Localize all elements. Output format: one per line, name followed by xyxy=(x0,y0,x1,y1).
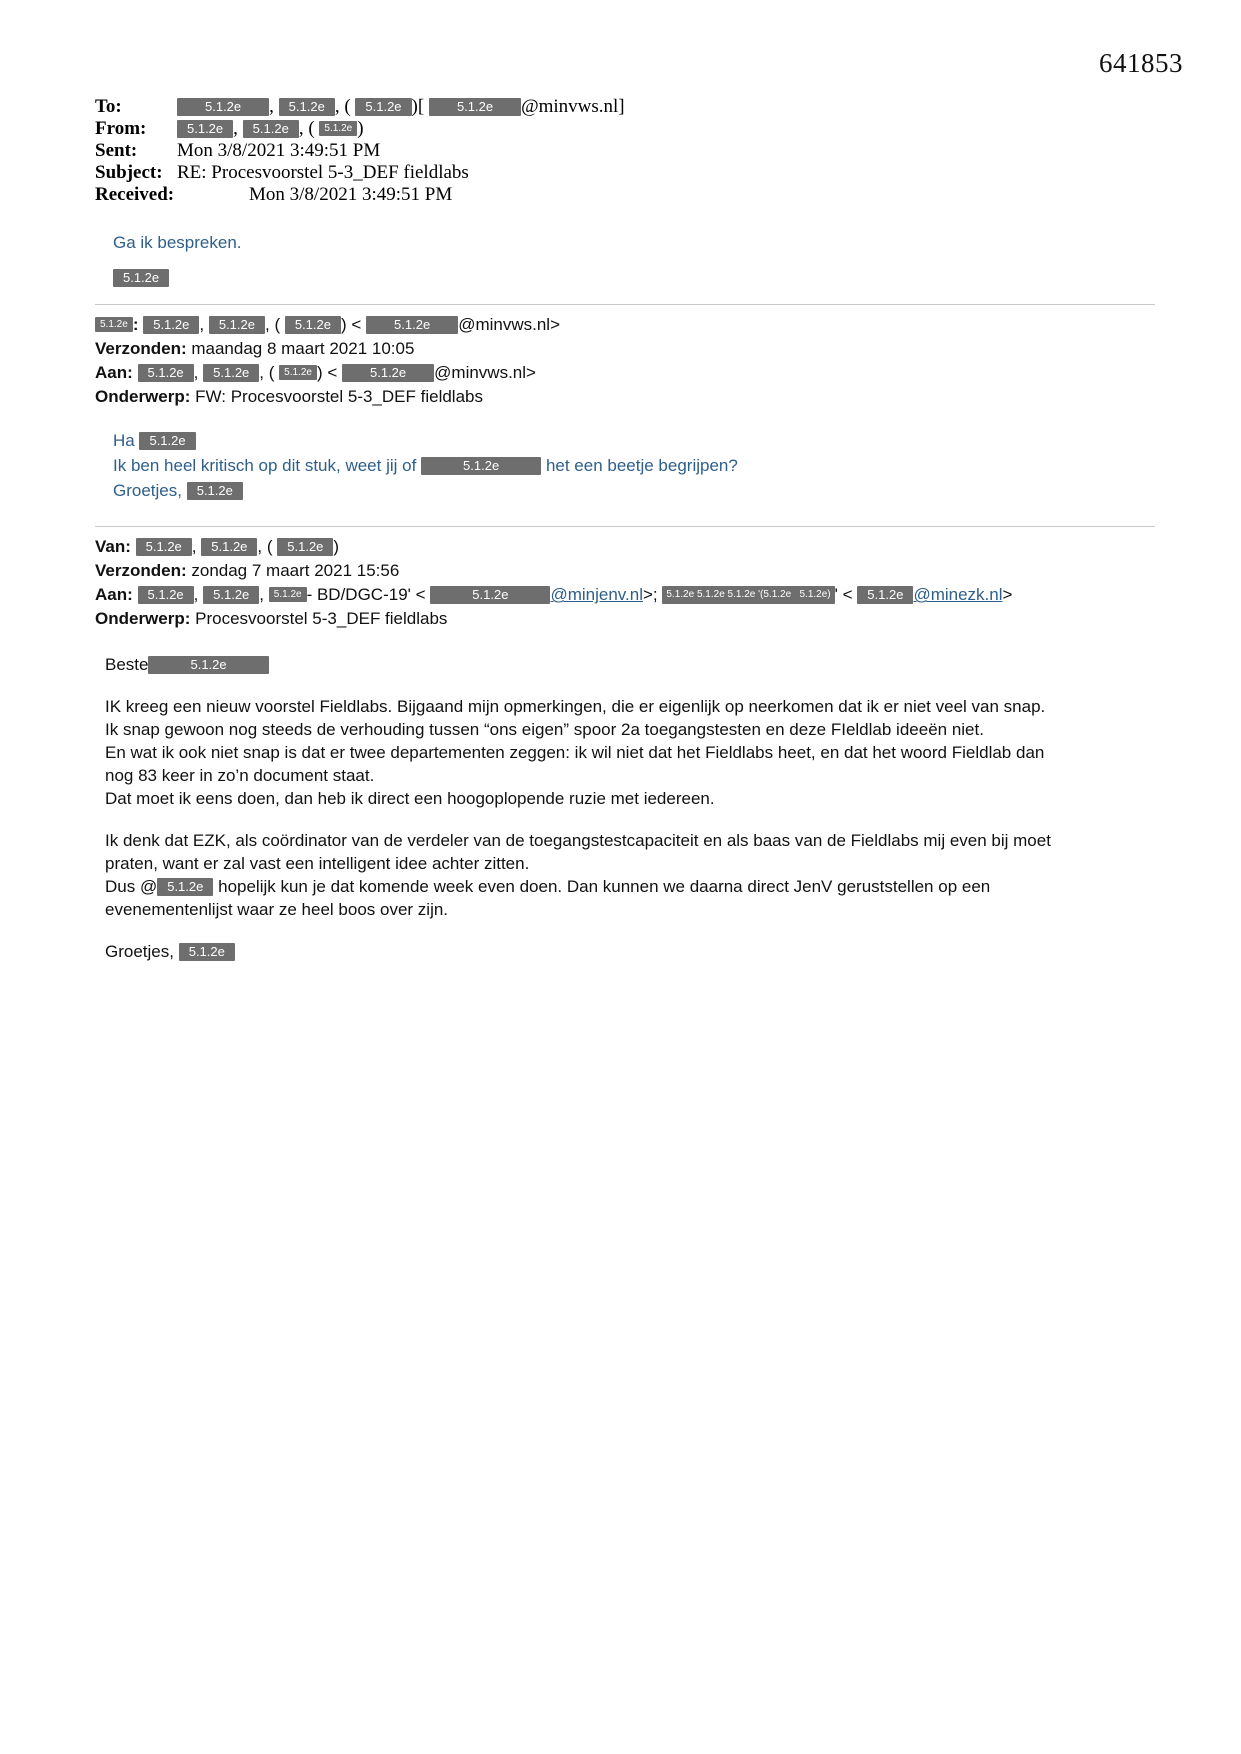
header-row-to xyxy=(95,96,1155,117)
message3-p2-line-2: praten, want er zal vast een intelligent idee achter zitten. xyxy=(105,854,530,874)
redaction-chip: 5.1.2e xyxy=(277,538,333,556)
redaction-chip: 5.1.2e xyxy=(95,317,133,332)
redaction-chip: 5.1.2e xyxy=(113,269,169,287)
message2-from-domain: @minvws.nl> xyxy=(458,315,561,335)
redaction-chip: 5.1.2e xyxy=(319,121,357,136)
message2-closing xyxy=(113,479,1155,502)
redaction-chip: 5.1.2e xyxy=(143,316,199,334)
redaction-chip: 5.1.2e xyxy=(203,586,259,604)
header-row-subject xyxy=(95,162,1155,183)
redaction-chip: 5.1.2e xyxy=(429,98,521,116)
message2-verzonden-row xyxy=(95,337,1155,361)
message3-p1-line-2: Ik snap gewoon nog steeds de verhouding tussen “ons eigen” spoor 2a toegangstesten en deze FIeldlab ideeën niet. xyxy=(105,720,984,740)
message2-line-1a: Ik ben heel kritisch op dit stuk, weet jij of xyxy=(113,456,417,476)
message3-p1-line-1: IK kreeg een nieuw voorstel Fieldlabs. Bijgaand mijn opmerkingen, die er eigenlijk op neerkomen dat ik er niet veel van snap. xyxy=(105,697,1046,717)
intro-line-1: Ga ik bespreken. xyxy=(113,233,242,252)
sent-value: Mon 3/8/2021 3:49:51 PM xyxy=(177,140,381,161)
message3-p2-line-4: evenementenlijst waar ze heel boos over zijn. xyxy=(105,900,449,920)
message3-p2-line-3 xyxy=(105,875,1155,898)
message3-p2-line-1: Ik denk dat EZK, als coördinator van de verdeler van de toegangstestcapaciteit en als baas van de Fieldlabs mij even bij moet xyxy=(105,831,1051,851)
redaction-chip: 5.1.2e xyxy=(209,316,265,334)
sent-label: Sent: xyxy=(95,140,138,161)
message3-verzonden-row xyxy=(95,559,1155,583)
message-intro-body xyxy=(113,231,1155,288)
redaction-chip: 5.1.2e xyxy=(138,364,194,382)
redaction-chip: 5.1.2e xyxy=(201,538,257,556)
message3-greeting xyxy=(105,653,1155,676)
received-value: Mon 3/8/2021 3:49:51 PM xyxy=(249,184,453,205)
onderwerp-value: FW: Procesvoorstel 5-3_DEF fieldlabs xyxy=(195,387,483,407)
redaction-chip: 5.1.2e xyxy=(179,943,235,961)
redaction-chip: 5.1.2e xyxy=(203,364,259,382)
to-bracket-open: [ xyxy=(417,96,425,117)
verzonden-label: Verzonden: xyxy=(95,339,187,359)
onderwerp-value: Procesvoorstel 5-3_DEF fieldlabs xyxy=(195,609,448,629)
message3-paragraph-1 xyxy=(105,695,1155,810)
message3-body xyxy=(105,653,1155,963)
redaction-chip: 5.1.2e xyxy=(285,316,341,334)
to-value: 5.1.2e , 5.1.2e , ( 5.1.2e )[ 5.1.2e @minvws.nl] xyxy=(177,96,625,117)
redaction-chip: 5.1.2e xyxy=(157,878,213,896)
message3-onderwerp-row xyxy=(95,607,1155,631)
message2-closing-text: Groetjes, xyxy=(113,481,182,501)
minezk-email-link[interactable]: @minezk.nl xyxy=(913,585,1003,605)
message2-line-1b: het een beetje begrijpen? xyxy=(545,456,738,476)
redaction-chip: 5.1.2e xyxy=(342,364,434,382)
message3-paragraph-2 xyxy=(105,829,1155,921)
message3-greeting-text: Beste xyxy=(105,655,149,675)
message2-from-row: 5.1.2e : 5.1.2e , 5.1.2e , ( 5.1.2e ) < 5.1.2e @minvws.nl> xyxy=(95,313,1155,337)
message2-greeting-text: Ha xyxy=(113,431,135,451)
subject-label: Subject: xyxy=(95,162,163,183)
redaction-chip: 5.1.2e xyxy=(366,316,458,334)
message2-header xyxy=(95,313,1155,409)
redaction-chip: 5.1.2e xyxy=(243,120,299,138)
onderwerp-label: Onderwerp: xyxy=(95,609,191,629)
redaction-chip: 5.1.2e xyxy=(430,586,550,604)
redaction-chip: 5.1.2e xyxy=(148,656,268,674)
message3-p2-line-3b: hopelijk kun je dat komende week even doen. Dan kunnen we daarna direct JenV geruststellen op een xyxy=(218,877,991,897)
van-label: Van: xyxy=(95,537,131,557)
message3-header xyxy=(95,535,1155,631)
message2-aan-row: Aan: 5.1.2e , 5.1.2e , ( 5.1.2e ) < 5.1.2e @minvws.nl> xyxy=(95,363,536,383)
from-value: 5.1.2e , 5.1.2e , ( 5.1.2e ) xyxy=(177,118,364,139)
redaction-chip: 5.1.2e xyxy=(177,120,233,138)
message3-p1-line-3: En wat ik ook niet snap is dat er twee departementen zeggen: ik wil niet dat het Fieldlabs heet, en dat het woord Fieldlab dan xyxy=(105,743,1045,763)
header-row-from xyxy=(95,118,1155,139)
message2-line-1 xyxy=(113,454,1155,477)
redaction-chip: 5.1.2e xyxy=(857,586,913,604)
onderwerp-label: Onderwerp: xyxy=(95,387,191,407)
document-number: 641853 xyxy=(1099,48,1183,78)
redaction-chip: 5.1.2e xyxy=(421,457,541,475)
message3-closing xyxy=(105,940,1155,963)
header-row-received xyxy=(95,184,1155,205)
email-header xyxy=(95,96,1155,205)
message2-aan-domain: @minvws.nl> xyxy=(434,363,536,383)
message2-greeting xyxy=(113,429,1155,452)
intro-signature xyxy=(113,270,1155,288)
message3-p1-line-4: nog 83 keer in zo’n document staat. xyxy=(105,766,375,786)
subject-value: RE: Procesvoorstel 5-3_DEF fieldlabs xyxy=(177,162,469,183)
verzonden-value: zondag 7 maart 2021 15:56 xyxy=(191,561,400,581)
header-row-sent xyxy=(95,140,1155,161)
redaction-chip: 5.1.2e 5.1.2e 5.1.2e '(5.1.2e 5.1.2e) xyxy=(662,586,834,604)
aan-label: Aan: xyxy=(95,585,133,605)
redaction-chip: 5.1.2e xyxy=(139,432,195,450)
message2-body xyxy=(113,429,1155,502)
message3-aan-row: Aan: 5.1.2e , 5.1.2e , 5.1.2e - BD/DGC-19' < 5.1.2e @minjenv.nl>; 5.1.2e 5.1.2e 5.1.2e '(5.1.2e 5.1.2e) ' < 5.1.2e @minezk.nl> xyxy=(95,585,1013,605)
aan-label: Aan: xyxy=(95,363,133,383)
message3-van-row: Van: 5.1.2e , 5.1.2e , ( 5.1.2e ) xyxy=(95,537,340,557)
message3-p1-line-5: Dat moet ik eens doen, dan heb ik direct een hoogoplopende ruzie met iedereen. xyxy=(105,789,715,809)
to-label: To: xyxy=(95,96,122,117)
to-domain: @minvws.nl] xyxy=(521,96,625,117)
redaction-chip: 5.1.2e xyxy=(269,587,307,602)
redaction-chip: 5.1.2e xyxy=(187,482,243,500)
minjenv-email-link[interactable]: @minjenv.nl xyxy=(550,585,643,605)
redaction-chip: 5.1.2e xyxy=(138,586,194,604)
redaction-chip: 5.1.2e xyxy=(279,365,317,380)
redaction-chip: 5.1.2e xyxy=(279,98,335,116)
message-divider xyxy=(95,526,1155,527)
verzonden-label: Verzonden: xyxy=(95,561,187,581)
message2-onderwerp-row xyxy=(95,385,1155,409)
from-label: From: xyxy=(95,118,147,139)
message3-p2-line-3a: Dus @ xyxy=(105,877,158,897)
redaction-chip: 5.1.2e xyxy=(355,98,411,116)
email-content xyxy=(95,96,1155,982)
redaction-chip: 5.1.2e xyxy=(177,98,269,116)
verzonden-value: maandag 8 maart 2021 10:05 xyxy=(191,339,415,359)
redaction-chip: 5.1.2e xyxy=(136,538,192,556)
received-label: Received: xyxy=(95,184,175,205)
message-divider xyxy=(95,304,1155,305)
message3-closing-text: Groetjes, xyxy=(105,942,174,962)
message3-aan-bddgc: - BD/DGC-19' xyxy=(306,585,411,605)
